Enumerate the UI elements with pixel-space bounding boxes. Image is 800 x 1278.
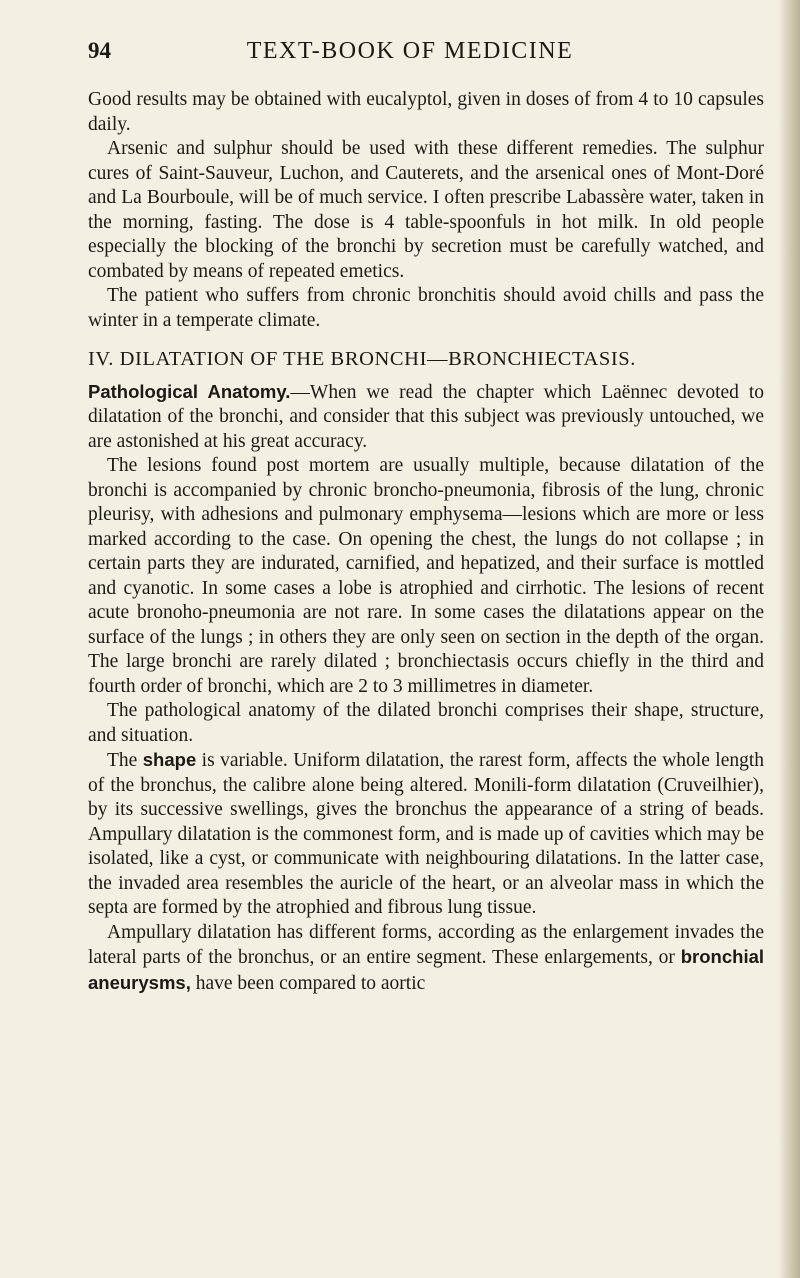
paragraph-eucalyptol: Good results may be obtained with eucalyptol, given in doses of from 4 to 10 capsules daily. (88, 89, 764, 135)
page-number: 94 (88, 38, 111, 63)
subheading-pathological-anatomy: Pathological Anatomy. (88, 380, 291, 402)
paragraph-arsenic-sulphur: Arsenic and sulphur should be used with these different remedies. The sulphur cures of Saint-Sauveur, Luchon, and Cauterets, and the arsenical ones of Mont-Doré and La Bourboule, will be of much service. I often prescribe Labassère water, taken in the morning, fasting. The dose is 4 table-spoonfuls in hot milk. In old people especially the blocking of the bronchi by secretion must be carefully watched, and combated by means of repeated emetics. (88, 138, 764, 282)
paragraph-anatomy-summary: The pathological anatomy of the dilated bronchi comprises their shape, structure, and situation. (88, 700, 764, 746)
paragraph-shape (88, 748, 764, 921)
keyword-bronchial-aneurysms: bronchial aneurysms, (88, 946, 765, 993)
paragraph-lesions: The lesions found post mortem are usually multiple, because dilatation of the bronchi is accompanied by chronic broncho-pneumonia, fibrosis of the lung, chronic pleurisy, with adhesions and pulmonary emphysema—lesions which are more or less marked according to the case. On opening the chest, the lungs do not collapse ; in certain parts they are indurated, carnified, and hepatized, and their surface is mottled and cyanotic. In some cases a lobe is atrophied and cirrhotic. The lesions of recent acute bronoho-pneumonia are not rare. In some cases the dilatations appear on the surface of the lungs ; in others they are only seen on section in the depth of the organ. The large bronchi are rarely dilated ; bronchiectasis occurs chiefly in the third and fourth order of bronchi, which are 2 to 3 millimetres in diameter. (88, 455, 764, 697)
body-text (88, 88, 764, 996)
paragraph-pathological-anatomy (88, 380, 764, 455)
paragraph-ampullary-start: Ampullary dilatation has different forms, according as the enlargement invades the lateral parts of the bronchus, or an entire segment. These enlargements, or (88, 921, 764, 968)
shape-intro: The (107, 750, 138, 771)
paragraph-pathological-anatomy-text: —When we read the chapter which Laënnec devoted to dilatation of the bronchi, and consider that this subject was previously untouched, we are astonished at his great accuracy. (88, 381, 764, 452)
paragraph-shape-text: is variable. Uniform dilatation, the rarest form, affects the whole length of the bronchus, the calibre alone being altered. Monili-form dilatation (Cruveilhier), by its successive swellings, gives the bronchus the appearance of a string of beads. Ampullary dilatation is the commonest form, and is made up of cavities which may be isolated, like a cyst, or communicate with neighbouring dilatations. In the latter case, the invaded area resembles the auricle of the heart, or an alveolar mass in which the septa are formed by the atrophied and fibrous lung tissue. (88, 750, 765, 918)
paragraph-chills-climate: The patient who suffers from chronic bronchitis should avoid chills and pass the winter in a temperate climate. (88, 285, 764, 331)
running-head: TEXT-BOOK OF MEDICINE (246, 38, 574, 64)
paragraph-ampullary-end: have been compared to aortic (195, 972, 426, 994)
page-header (60, 38, 760, 68)
paragraph-ampullary (88, 921, 764, 997)
section-heading: IV. DILATATION OF THE BRONCHI—BRONCHIECTASIS. (88, 348, 637, 370)
keyword-shape: shape (142, 749, 197, 770)
page-edge-shadow (778, 0, 800, 1278)
